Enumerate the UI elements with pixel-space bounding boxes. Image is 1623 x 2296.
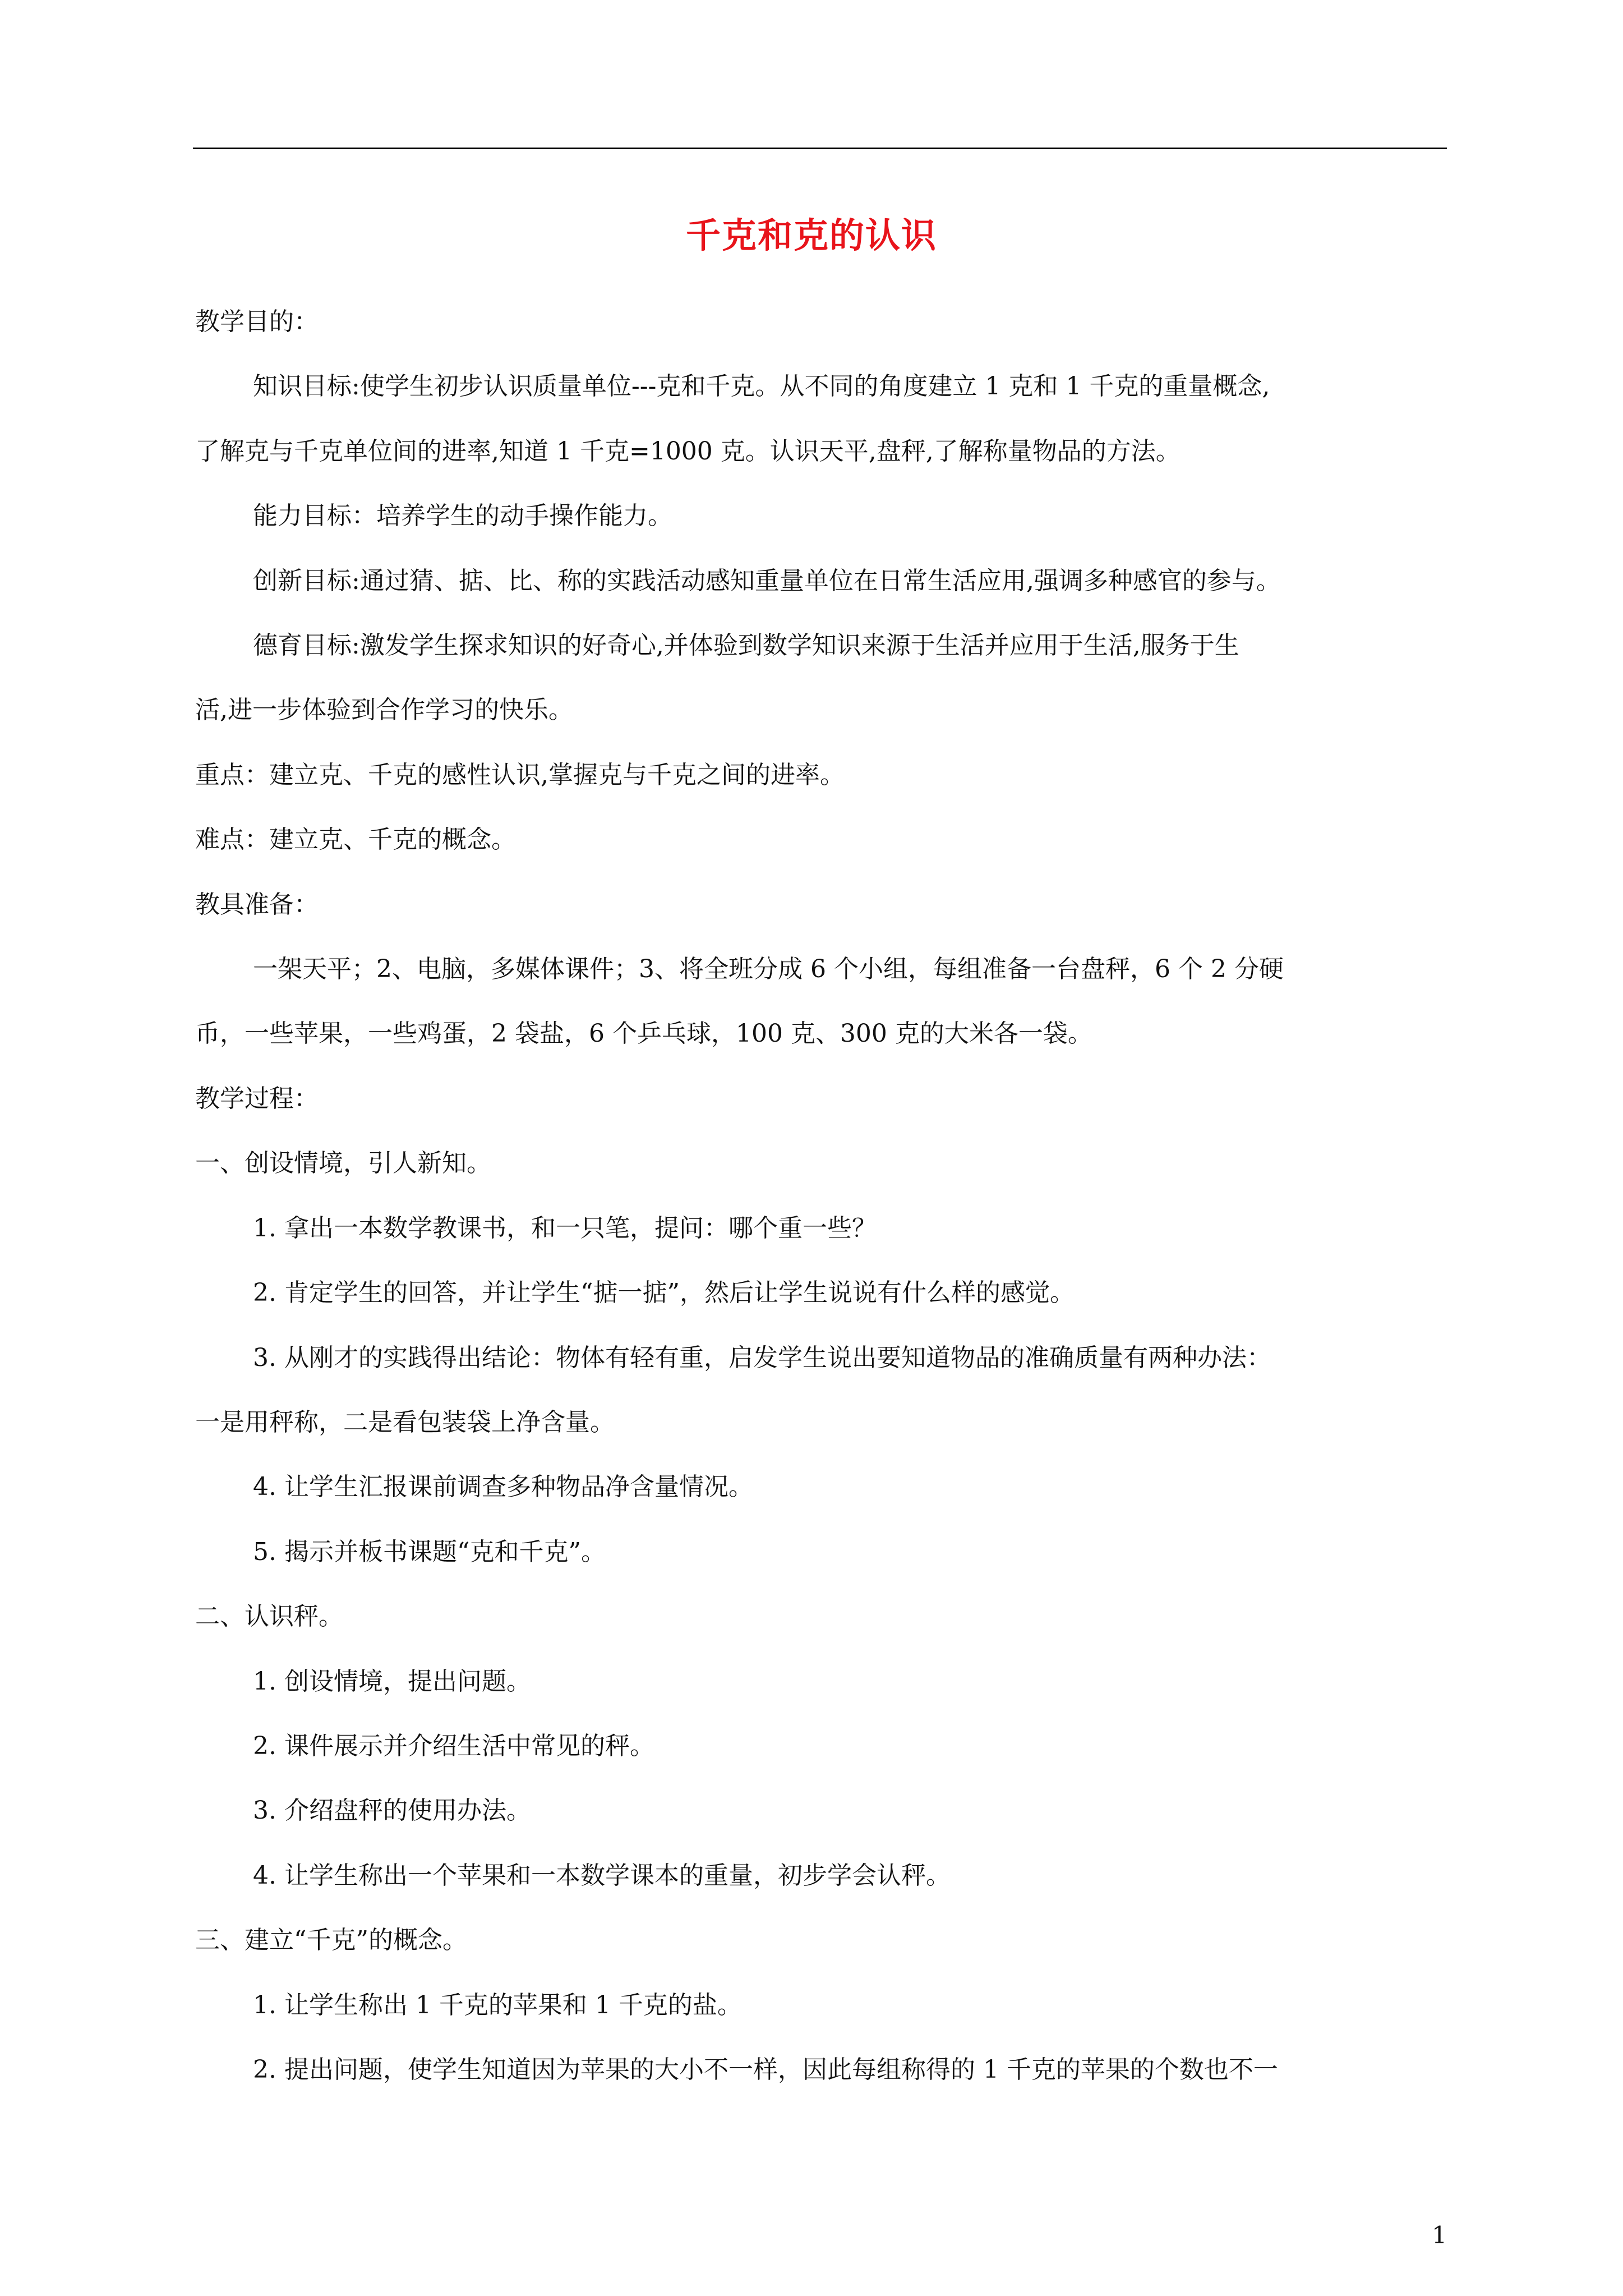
list-item: 1. 让学生称出 1 千克的苹果和 1 千克的盐。 [253, 1990, 742, 2019]
list-item: 3. 从刚才的实践得出结论：物体有轻有重，启发学生说出要知道物品的准确质量有两种办法： [253, 1343, 1271, 1372]
section-heading: 二、认识秤。 [195, 1602, 343, 1631]
paragraph-line: 重点：建立克、千克的感性认识,掌握克与千克之间的进率。 [195, 760, 845, 789]
paragraph-line: 币，一些苹果，一些鸡蛋，2 袋盐，6 个乒乓球，100 克、300 克的大米各一袋。 [195, 1019, 1092, 1048]
list-item: 2. 提出问题，使学生知道因为苹果的大小不一样，因此每组称得的 1 千克的苹果的个数也不一 [253, 2055, 1278, 2084]
list-item: 5. 揭示并板书课题“克和千克”。 [253, 1537, 606, 1566]
list-item: 3. 介绍盘秤的使用办法。 [253, 1796, 531, 1825]
paragraph-line: 能力目标：培养学生的动手操作能力。 [253, 501, 672, 531]
paragraph-line: 一架天平；2、电脑，多媒体课件；3、将全班分成 6 个小组，每组准备一台盘秤，6 个 2 分硬 [253, 955, 1284, 984]
paragraph-line: 德育目标:激发学生探求知识的好奇心,并体验到数学知识来源于生活并应用于生活,服务于生 [253, 631, 1239, 660]
document-body [195, 289, 1447, 2102]
paragraph-line: 活,进一步体验到合作学习的快乐。 [195, 696, 573, 725]
list-item: 1. 创设情境，提出问题。 [253, 1667, 531, 1696]
document-title: 千克和克的认识 [685, 215, 937, 256]
paragraph-line: 难点：建立克、千克的概念。 [195, 825, 516, 854]
paragraph-line: 教学目的： [195, 307, 319, 336]
list-item-continuation: 一是用秤称，二是看包装袋上净含量。 [195, 1407, 615, 1437]
paragraph-line: 知识目标:使学生初步认识质量单位---克和千克。从不同的角度建立 1 克和 1 千克的重量概念, [253, 372, 1270, 401]
paragraph-line: 创新目标:通过猜、掂、比、称的实践活动感知重量单位在日常生活应用,强调多种感官的参与。 [253, 566, 1281, 595]
list-item: 2. 课件展示并介绍生活中常见的秤。 [253, 1731, 654, 1760]
list-item: 4. 让学生汇报课前调查多种物品净含量情况。 [253, 1473, 753, 1502]
header-rule [193, 148, 1447, 149]
paragraph-line: 教学过程： [195, 1084, 319, 1113]
paragraph-line: 了解克与千克单位间的进率,知道 1 千克=1000 克。认识天平,盘秤,了解称量物品的方法。 [195, 436, 1181, 466]
section-heading: 一、创设情境，引人新知。 [195, 1149, 491, 1178]
paragraph-line: 教具准备： [195, 890, 319, 919]
page-number: 1 [1432, 2221, 1447, 2249]
list-item: 1. 拿出一本数学教课书，和一只笔，提问：哪个重一些？ [253, 1213, 877, 1243]
list-item: 4. 让学生称出一个苹果和一本数学课本的重量，初步学会认秤。 [253, 1861, 951, 1890]
section-heading: 三、建立“千克”的概念。 [195, 1926, 467, 1955]
list-item: 2. 肯定学生的回答，并让学生“掂一掂”，然后让学生说说有什么样的感觉。 [253, 1278, 1075, 1308]
